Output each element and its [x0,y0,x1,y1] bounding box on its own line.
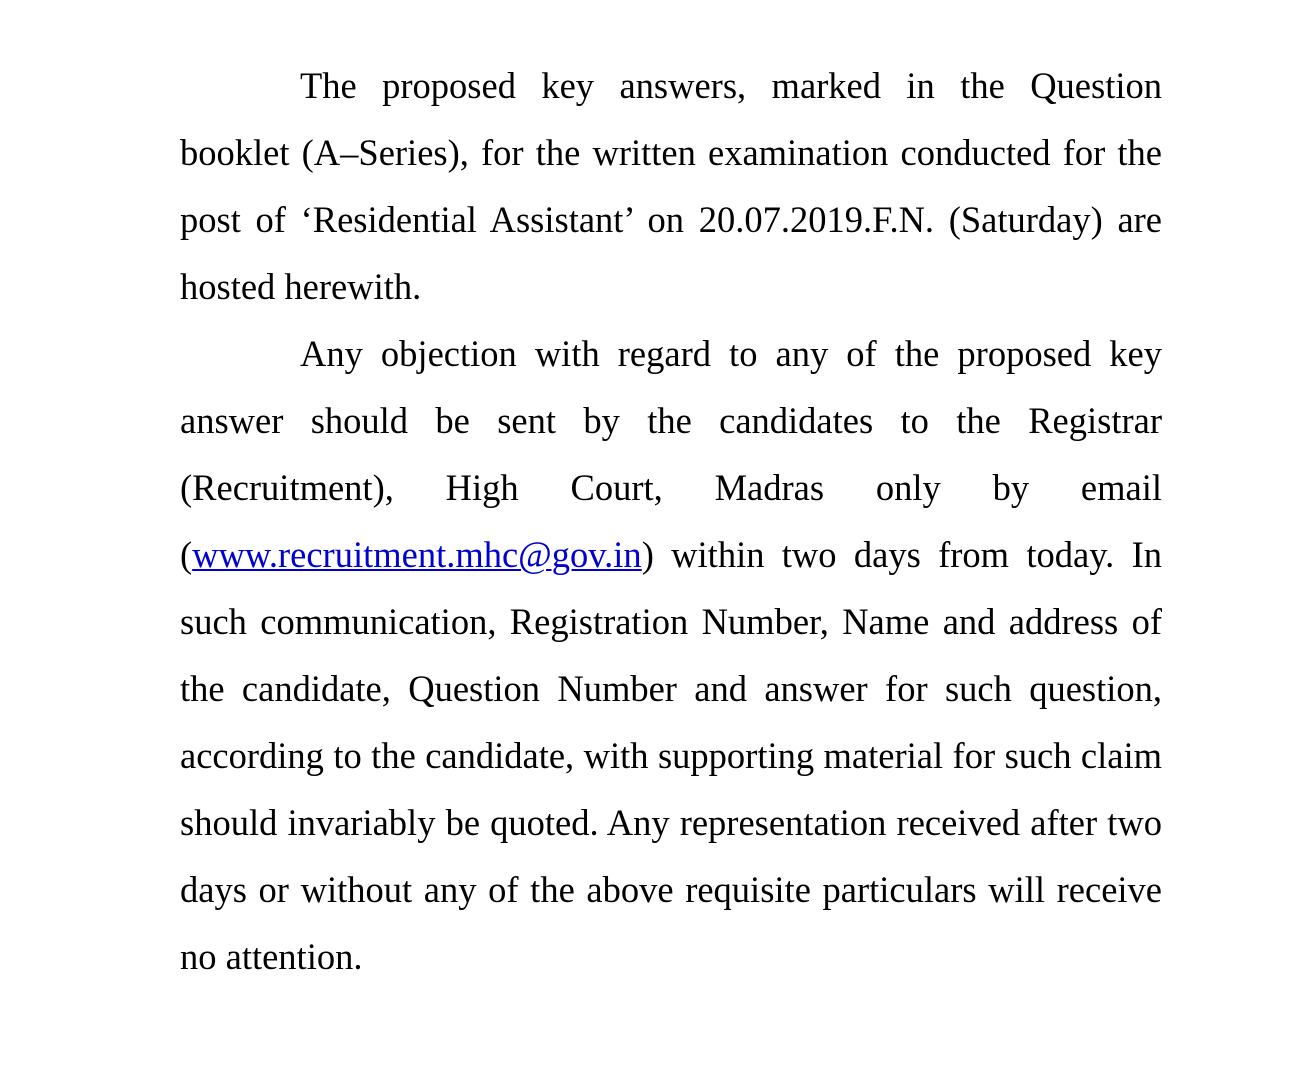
document-body [180,52,1162,990]
paragraph-1-text: The proposed key answers, marked in the Question booklet (A–Series), for the written examination conducted for the post of ‘Residential Assistant’ on 20.07.2019.F.N. (Saturday) are hosted herewith. [180,65,1162,307]
email-link[interactable]: www.recruitment.mhc@gov.in [192,534,642,575]
paragraph-objection-procedure [180,320,1162,990]
paragraph-2-text-after-link: ) within two days from today. In such communication, Registration Number, Name and address of the candidate, Question Number and answer for such question, according to the candidate, with supporting material for such claim should invariably be quoted. Any representation received after two days or without any of the above requisite particulars will receive no attention. [180,534,1162,977]
paragraph-proposed-key-answers [180,52,1162,320]
paragraph-2-text-before-link: Any objection with regard to any of the proposed key answer should be sent by the candidates to the Registrar (Recruitment), High Court, Madras only by email ( [180,333,1162,575]
